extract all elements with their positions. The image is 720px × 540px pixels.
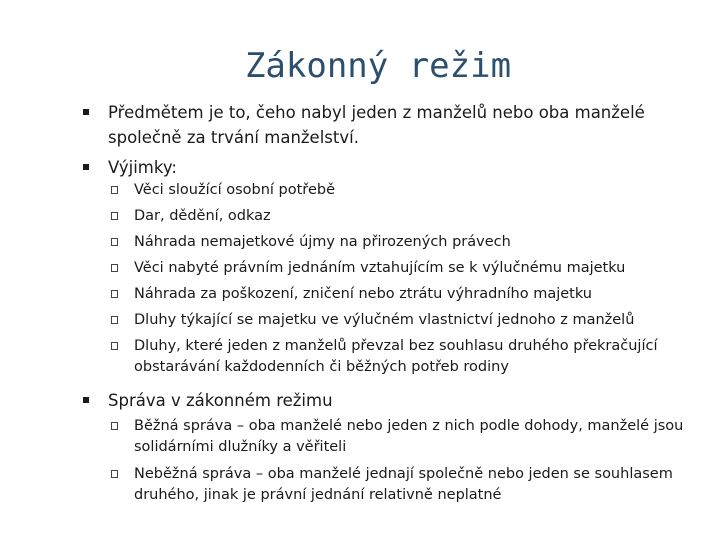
sub-bullet-item	[134, 336, 694, 378]
hollow-square-bullet-icon	[111, 186, 118, 194]
bullet-text: Běžná správa – oba manželé nebo jeden z nich podle dohody, manželé jsou solidárními dlužníky a věřiteli	[134, 418, 684, 455]
bullet-text: Dluhy, které jeden z manželů převzal bez souhlasu druhého překračující obstarávání každodenních či běžných potřeb rodiny	[134, 338, 658, 375]
hollow-square-bullet-icon	[111, 422, 118, 430]
bullet-item-administration	[108, 388, 668, 413]
sub-bullet-item	[134, 416, 694, 458]
square-bullet-icon	[83, 109, 89, 115]
hollow-square-bullet-icon	[111, 342, 118, 350]
bullet-text: Předmětem je to, čeho nabyl jeden z manželů nebo oba manželé společně za trvání manželství.	[108, 103, 645, 147]
hollow-square-bullet-icon	[111, 290, 118, 298]
hollow-square-bullet-icon	[111, 470, 118, 478]
hollow-square-bullet-icon	[111, 212, 118, 220]
sub-bullet-item	[134, 284, 694, 305]
bullet-text: Věci nabyté právním jednáním vztahujícím se k výlučnému majetku	[134, 260, 626, 276]
slide-title: Zákonný režim	[244, 46, 512, 86]
bullet-text: Dar, dědění, odkaz	[134, 208, 271, 224]
bullet-text: Správa v zákonném režimu	[108, 391, 333, 410]
square-bullet-icon	[83, 397, 89, 403]
bullet-item-subject	[108, 100, 668, 150]
bullet-text: Náhrada nemajetkové újmy na přirozených právech	[134, 234, 511, 250]
sub-bullet-item	[134, 206, 694, 227]
sub-bullet-item	[134, 310, 694, 331]
sub-bullet-item	[134, 258, 694, 279]
hollow-square-bullet-icon	[111, 264, 118, 272]
sub-bullet-item	[134, 180, 694, 201]
bullet-text: Věci sloužící osobní potřebě	[134, 182, 335, 198]
bullet-text: Neběžná správa – oba manželé jednají společně nebo jeden se souhlasem druhého, jinak je právní jednání relativně neplatné	[134, 466, 673, 503]
square-bullet-icon	[83, 164, 89, 170]
hollow-square-bullet-icon	[111, 238, 118, 246]
bullet-text: Výjimky:	[108, 158, 177, 177]
sub-bullet-item	[134, 232, 694, 253]
hollow-square-bullet-icon	[111, 316, 118, 324]
sub-bullet-item	[134, 464, 694, 506]
bullet-text: Dluhy týkající se majetku ve výlučném vlastnictví jednoho z manželů	[134, 312, 635, 328]
bullet-text: Náhrada za poškození, zničení nebo ztrátu výhradního majetku	[134, 286, 592, 302]
bullet-item-exceptions	[108, 155, 668, 180]
